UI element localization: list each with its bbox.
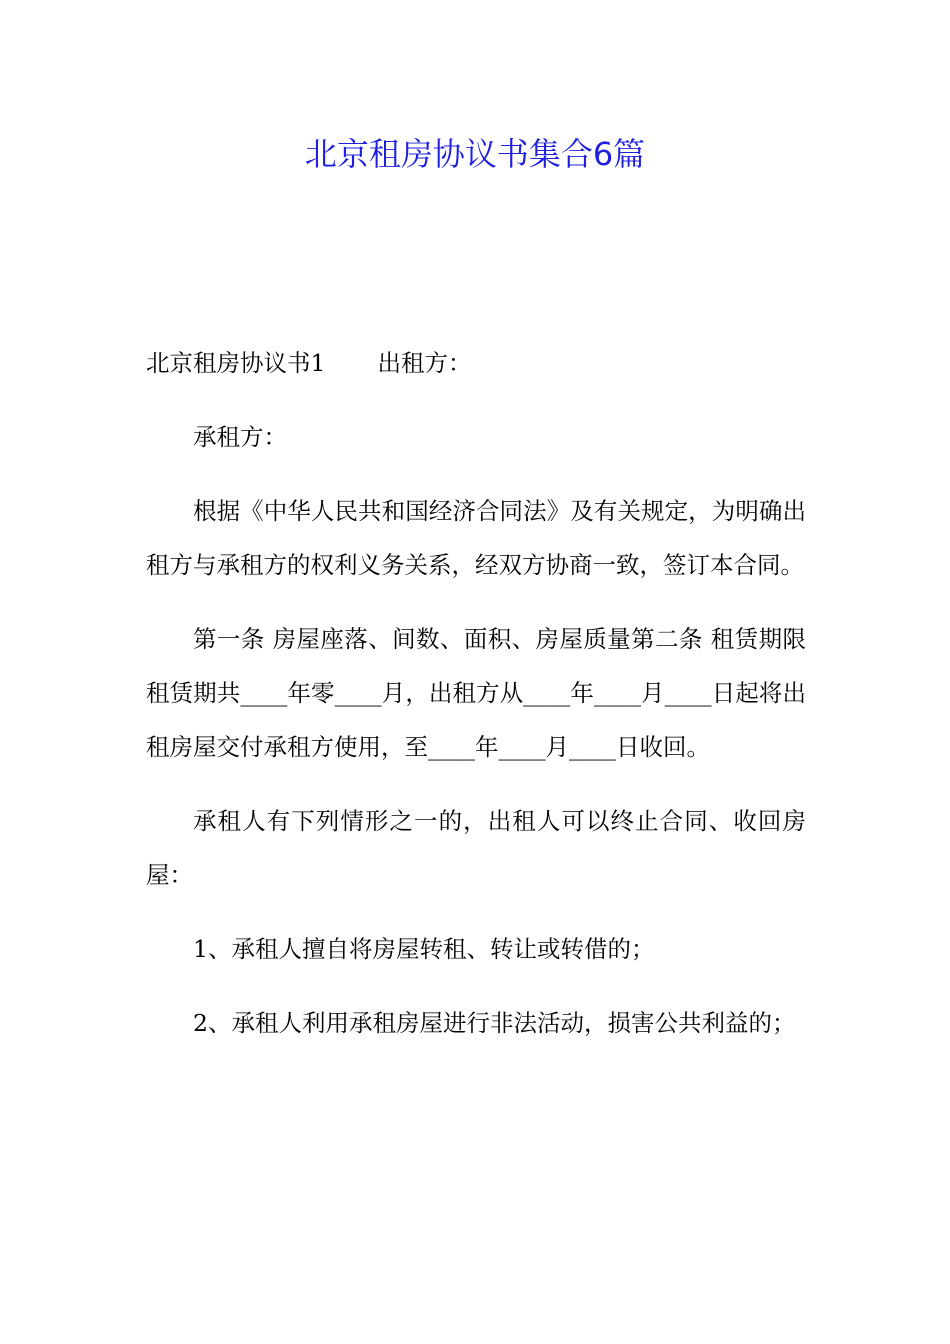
contract-heading-line (146, 336, 806, 390)
contract-number-label: 北京租房协议书1 (146, 349, 326, 377)
list-item-illegal-activity: 2、承租人利用承租房屋进行非法活动，损害公共利益的； (193, 1009, 796, 1037)
document-title: 北京租房协议书集合6篇 (304, 135, 646, 173)
paragraph-lease-term: 第一条 房屋座落、间数、面积、房屋质量第二条 租赁期限租赁期共____年零____月，出租方从____年____月____日起将出租房屋交付承租方使用，至____年____月____日收回。 (146, 625, 806, 761)
lessee-label: 承租方： (193, 423, 287, 451)
paragraph-termination-conditions: 承租人有下列情形之一的，出租人可以终止合同、收回房屋： (146, 807, 806, 889)
paragraph-legal-basis: 根据《中华人民共和国经济合同法》及有关规定，为明确出租方与承租方的权利义务关系，经双方协商一致，签订本合同。 (146, 497, 806, 579)
document-body (146, 336, 806, 1050)
lessor-label: 出租方： (377, 349, 472, 377)
list-item-sublease: 1、承租人擅自将房屋转租、转让或转借的； (193, 935, 655, 963)
